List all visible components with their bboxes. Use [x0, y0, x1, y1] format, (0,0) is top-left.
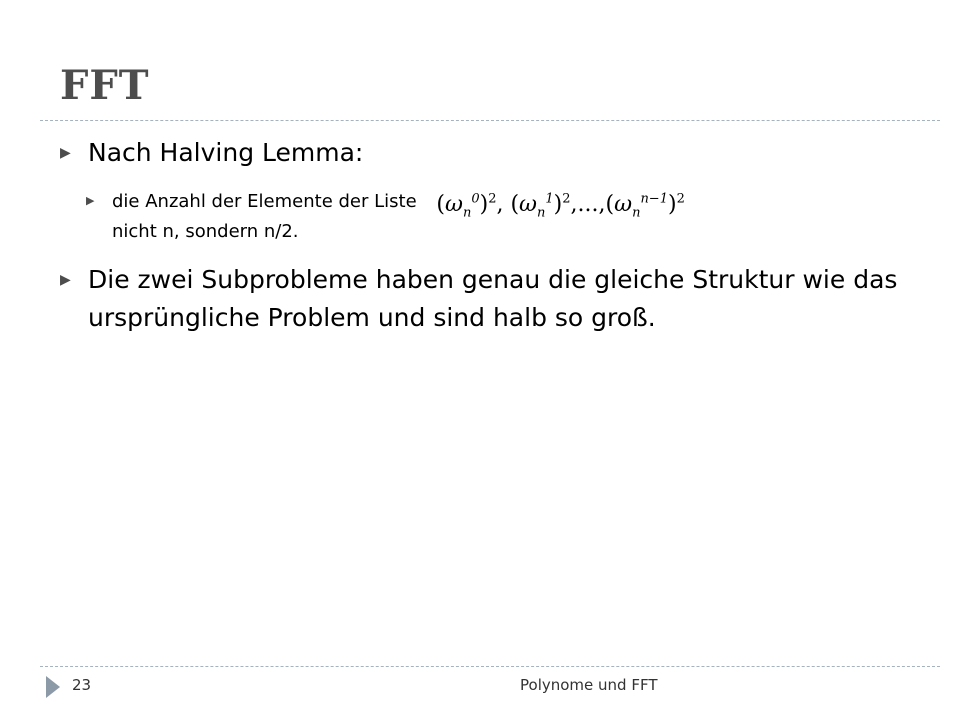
sub-bullet-arrow-icon: ▶	[86, 194, 95, 207]
bullet-halving-lemma	[56, 134, 916, 172]
bullet-text: Nach Halving Lemma:	[88, 138, 364, 167]
footer-divider	[40, 666, 940, 667]
bullet-arrow-icon: ▶	[60, 272, 71, 288]
slide-title: FFT	[60, 62, 150, 109]
page-number: 23	[72, 676, 92, 694]
sub-bullet-text-after: nicht n, sondern n/2.	[112, 221, 299, 242]
sub-bullet-text-before: die Anzahl der Elemente der Liste	[112, 191, 417, 212]
bullet-text: Die zwei Subprobleme haben genau die gleiche Struktur wie das ursprüngliche Problem und sind halb so groß.	[88, 265, 898, 332]
title-divider	[40, 120, 940, 121]
omega-squares-formula: $(\omega_n^0)^2$, $(\omega_n^1)^2,...,(\omega_n^{n-1})^2$	[436, 191, 685, 221]
footer-title: Polynome und FFT	[520, 676, 658, 694]
bullet-arrow-icon: ▶	[60, 145, 71, 161]
slide-content	[56, 134, 916, 351]
sub-bullet-list-size	[84, 186, 916, 247]
bullet-subproblems	[56, 261, 916, 337]
footer-arrow-icon	[46, 676, 60, 698]
